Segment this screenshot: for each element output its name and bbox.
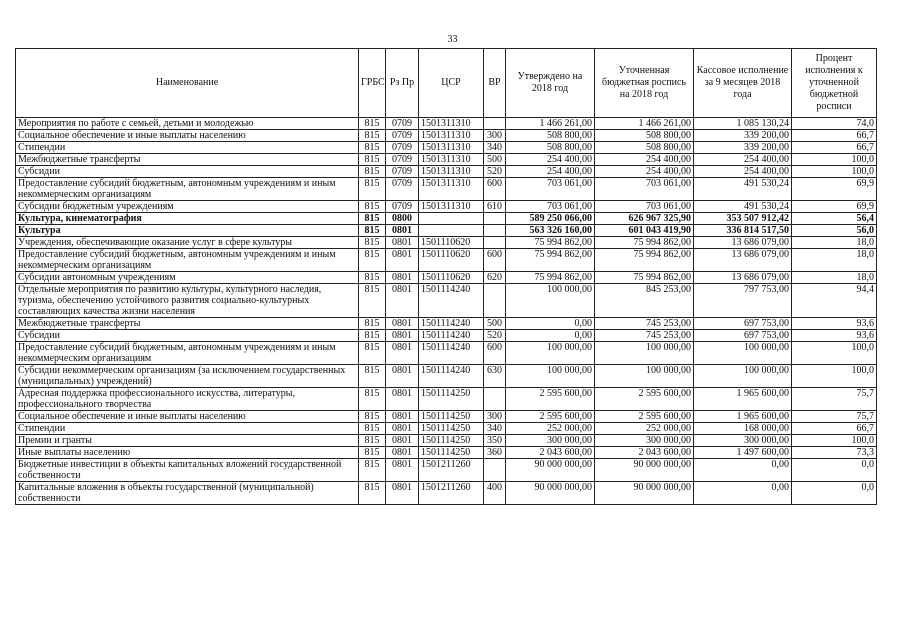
cell-rzpr: 0801: [386, 225, 419, 237]
cell-refined: 100 000,00: [595, 365, 694, 388]
table-header-row: [16, 49, 877, 118]
table-row: [16, 459, 877, 482]
cell-name: Отдельные мероприятия по развитию культуры, культурного наследия, туризма, обеспечению устойчивого развития социально-культурных составляющих качества жизни населения: [16, 284, 359, 318]
cell-cash: 254 400,00: [694, 154, 792, 166]
table-row: [16, 342, 877, 365]
cell-grbs: 815: [359, 201, 386, 213]
cell-approved: 703 061,00: [506, 178, 595, 201]
cell-approved: 100 000,00: [506, 342, 595, 365]
cell-refined: 100 000,00: [595, 342, 694, 365]
table-row: [16, 213, 877, 225]
cell-name: Предоставление субсидий бюджетным, автономным учреждениям и иным некоммерческим организациям: [16, 178, 359, 201]
cell-rzpr: 0801: [386, 284, 419, 318]
cell-name: Социальное обеспечение и иные выплаты населению: [16, 411, 359, 423]
cell-percent: 69,9: [792, 201, 877, 213]
cell-rzpr: 0801: [386, 365, 419, 388]
cell-csr: 1501211260: [419, 482, 484, 505]
cell-percent: 100,0: [792, 435, 877, 447]
cell-name: Межбюджетные трансферты: [16, 318, 359, 330]
cell-refined: 2 595 600,00: [595, 388, 694, 411]
cell-approved: 75 994 862,00: [506, 249, 595, 272]
header-rzpr: Рз Пр: [386, 49, 419, 118]
cell-refined: 90 000 000,00: [595, 459, 694, 482]
cell-approved: 100 000,00: [506, 284, 595, 318]
cell-approved: 252 000,00: [506, 423, 595, 435]
cell-name: Адресная поддержка профессионального искусства, литературы, профессионального творчества: [16, 388, 359, 411]
cell-vr: 600: [484, 178, 506, 201]
cell-refined: 254 400,00: [595, 154, 694, 166]
cell-percent: 18,0: [792, 249, 877, 272]
cell-cash: 1 965 600,00: [694, 388, 792, 411]
header-name: Наименование: [16, 49, 359, 118]
cell-vr: 500: [484, 318, 506, 330]
cell-approved: 0,00: [506, 330, 595, 342]
cell-cash: 100 000,00: [694, 365, 792, 388]
cell-refined: 2 043 600,00: [595, 447, 694, 459]
cell-refined: 2 595 600,00: [595, 411, 694, 423]
cell-grbs: 815: [359, 249, 386, 272]
table-row: [16, 330, 877, 342]
cell-vr: 520: [484, 166, 506, 178]
cell-refined: 508 800,00: [595, 142, 694, 154]
cell-name: Субсидии бюджетным учреждениям: [16, 201, 359, 213]
cell-csr: 1501311310: [419, 166, 484, 178]
cell-csr: 1501114240: [419, 318, 484, 330]
cell-cash: 339 200,00: [694, 142, 792, 154]
cell-grbs: 815: [359, 237, 386, 249]
table-row: [16, 249, 877, 272]
table-row: [16, 154, 877, 166]
cell-cash: 300 000,00: [694, 435, 792, 447]
cell-cash: 697 753,00: [694, 318, 792, 330]
cell-grbs: 815: [359, 365, 386, 388]
table-row: [16, 284, 877, 318]
cell-refined: 75 994 862,00: [595, 249, 694, 272]
cell-approved: 1 466 261,00: [506, 118, 595, 130]
cell-grbs: 815: [359, 330, 386, 342]
table-row: [16, 423, 877, 435]
cell-rzpr: 0801: [386, 423, 419, 435]
cell-name: Учреждения, обеспечивающие оказание услуг в сфере культуры: [16, 237, 359, 249]
cell-rzpr: 0801: [386, 411, 419, 423]
cell-rzpr: 0801: [386, 388, 419, 411]
cell-rzpr: 0709: [386, 201, 419, 213]
header-refined: Уточненная бюджетная роспись на 2018 год: [595, 49, 694, 118]
table-row: [16, 130, 877, 142]
cell-rzpr: 0709: [386, 142, 419, 154]
cell-vr: [484, 459, 506, 482]
cell-approved: 563 326 160,00: [506, 225, 595, 237]
table-row: [16, 388, 877, 411]
cell-percent: 56,4: [792, 213, 877, 225]
cell-vr: 600: [484, 249, 506, 272]
cell-percent: 93,6: [792, 330, 877, 342]
cell-approved: 100 000,00: [506, 365, 595, 388]
cell-name: Культура, кинематография: [16, 213, 359, 225]
cell-approved: 2 595 600,00: [506, 388, 595, 411]
cell-csr: 1501311310: [419, 178, 484, 201]
cell-grbs: 815: [359, 318, 386, 330]
cell-csr: 1501311310: [419, 118, 484, 130]
cell-vr: 620: [484, 272, 506, 284]
cell-vr: 400: [484, 482, 506, 505]
cell-approved: 2 043 600,00: [506, 447, 595, 459]
cell-percent: 100,0: [792, 154, 877, 166]
cell-grbs: 815: [359, 225, 386, 237]
cell-approved: 75 994 862,00: [506, 272, 595, 284]
cell-refined: 745 253,00: [595, 318, 694, 330]
cell-percent: 100,0: [792, 365, 877, 388]
cell-rzpr: 0801: [386, 342, 419, 365]
header-percent: Процент исполнения к уточненной бюджетной росписи: [792, 49, 877, 118]
cell-cash: 697 753,00: [694, 330, 792, 342]
cell-csr: 1501311310: [419, 142, 484, 154]
cell-csr: 1501211260: [419, 459, 484, 482]
table-row: [16, 201, 877, 213]
cell-refined: 601 043 419,90: [595, 225, 694, 237]
cell-rzpr: 0801: [386, 330, 419, 342]
cell-rzpr: 0800: [386, 213, 419, 225]
cell-name: Предоставление субсидий бюджетным, автономным учреждениям и иным некоммерческим организациям: [16, 249, 359, 272]
cell-approved: 589 250 066,00: [506, 213, 595, 225]
cell-cash: 491 530,24: [694, 201, 792, 213]
cell-rzpr: 0801: [386, 272, 419, 284]
header-csr: ЦСР: [419, 49, 484, 118]
table-row: [16, 237, 877, 249]
cell-rzpr: 0801: [386, 447, 419, 459]
table-row: [16, 142, 877, 154]
cell-rzpr: 0709: [386, 118, 419, 130]
cell-cash: 491 530,24: [694, 178, 792, 201]
cell-grbs: 815: [359, 272, 386, 284]
cell-csr: [419, 213, 484, 225]
cell-approved: 300 000,00: [506, 435, 595, 447]
cell-csr: 1501114240: [419, 330, 484, 342]
budget-execution-table: [15, 48, 877, 505]
header-vr: ВР: [484, 49, 506, 118]
cell-percent: 66,7: [792, 130, 877, 142]
cell-name: Межбюджетные трансферты: [16, 154, 359, 166]
cell-rzpr: 0801: [386, 237, 419, 249]
cell-refined: 626 967 325,90: [595, 213, 694, 225]
cell-refined: 90 000 000,00: [595, 482, 694, 505]
cell-cash: 353 507 912,42: [694, 213, 792, 225]
table-row: [16, 365, 877, 388]
cell-percent: 93,6: [792, 318, 877, 330]
cell-grbs: 815: [359, 142, 386, 154]
cell-grbs: 815: [359, 342, 386, 365]
cell-percent: 74,0: [792, 118, 877, 130]
cell-csr: 1501114240: [419, 365, 484, 388]
cell-refined: 845 253,00: [595, 284, 694, 318]
table-row: [16, 178, 877, 201]
cell-approved: 508 800,00: [506, 130, 595, 142]
cell-vr: [484, 237, 506, 249]
cell-cash: 0,00: [694, 459, 792, 482]
cell-vr: [484, 225, 506, 237]
cell-cash: 13 686 079,00: [694, 249, 792, 272]
cell-percent: 100,0: [792, 342, 877, 365]
table-row: [16, 272, 877, 284]
cell-name: Культура: [16, 225, 359, 237]
cell-vr: 500: [484, 154, 506, 166]
table-row: [16, 166, 877, 178]
cell-name: Субсидии некоммерческим организациям (за исключением государственных (муниципальных) учреждений): [16, 365, 359, 388]
cell-refined: 75 994 862,00: [595, 237, 694, 249]
cell-cash: 254 400,00: [694, 166, 792, 178]
cell-name: Субсидии: [16, 330, 359, 342]
cell-rzpr: 0709: [386, 178, 419, 201]
table-row: [16, 411, 877, 423]
cell-approved: 0,00: [506, 318, 595, 330]
cell-approved: 254 400,00: [506, 154, 595, 166]
cell-csr: 1501114250: [419, 411, 484, 423]
cell-csr: 1501114250: [419, 388, 484, 411]
cell-rzpr: 0801: [386, 482, 419, 505]
cell-refined: 252 000,00: [595, 423, 694, 435]
cell-grbs: 815: [359, 213, 386, 225]
cell-name: Субсидии: [16, 166, 359, 178]
cell-csr: 1501311310: [419, 201, 484, 213]
cell-grbs: 815: [359, 118, 386, 130]
cell-vr: 300: [484, 411, 506, 423]
cell-name: Бюджетные инвестиции в объекты капитальных вложений государственной собственности: [16, 459, 359, 482]
cell-rzpr: 0709: [386, 154, 419, 166]
cell-cash: 100 000,00: [694, 342, 792, 365]
cell-grbs: 815: [359, 154, 386, 166]
cell-approved: 90 000 000,00: [506, 459, 595, 482]
cell-refined: 254 400,00: [595, 166, 694, 178]
cell-vr: [484, 213, 506, 225]
table-row: [16, 435, 877, 447]
cell-cash: 339 200,00: [694, 130, 792, 142]
cell-grbs: 815: [359, 411, 386, 423]
cell-percent: 75,7: [792, 388, 877, 411]
cell-grbs: 815: [359, 482, 386, 505]
cell-rzpr: 0801: [386, 318, 419, 330]
cell-approved: 254 400,00: [506, 166, 595, 178]
cell-grbs: 815: [359, 447, 386, 459]
cell-vr: 520: [484, 330, 506, 342]
cell-cash: 1 965 600,00: [694, 411, 792, 423]
cell-cash: 13 686 079,00: [694, 272, 792, 284]
cell-name: Премии и гранты: [16, 435, 359, 447]
cell-csr: [419, 225, 484, 237]
cell-csr: 1501114250: [419, 435, 484, 447]
header-approved: Утверждено на 2018 год: [506, 49, 595, 118]
cell-percent: 18,0: [792, 237, 877, 249]
cell-refined: 703 061,00: [595, 201, 694, 213]
page-number: 33: [447, 34, 458, 45]
table-row: [16, 318, 877, 330]
cell-csr: 1501114250: [419, 423, 484, 435]
cell-refined: 703 061,00: [595, 178, 694, 201]
cell-rzpr: 0801: [386, 435, 419, 447]
cell-percent: 94,4: [792, 284, 877, 318]
cell-refined: 75 994 862,00: [595, 272, 694, 284]
cell-csr: 1501311310: [419, 130, 484, 142]
cell-grbs: 815: [359, 130, 386, 142]
cell-percent: 18,0: [792, 272, 877, 284]
table-row: [16, 118, 877, 130]
cell-grbs: 815: [359, 459, 386, 482]
cell-csr: 1501114250: [419, 447, 484, 459]
cell-cash: 336 814 517,50: [694, 225, 792, 237]
cell-grbs: 815: [359, 178, 386, 201]
table-row: [16, 225, 877, 237]
cell-vr: 300: [484, 130, 506, 142]
cell-percent: 66,7: [792, 423, 877, 435]
cell-approved: 90 000 000,00: [506, 482, 595, 505]
cell-vr: [484, 118, 506, 130]
cell-grbs: 815: [359, 284, 386, 318]
cell-cash: 797 753,00: [694, 284, 792, 318]
cell-refined: 300 000,00: [595, 435, 694, 447]
cell-csr: 1501110620: [419, 237, 484, 249]
cell-cash: 0,00: [694, 482, 792, 505]
cell-cash: 13 686 079,00: [694, 237, 792, 249]
cell-name: Мероприятия по работе с семьей, детьми и молодежью: [16, 118, 359, 130]
cell-refined: 1 466 261,00: [595, 118, 694, 130]
cell-cash: 1 497 600,00: [694, 447, 792, 459]
cell-percent: 75,7: [792, 411, 877, 423]
table-row: [16, 447, 877, 459]
cell-csr: 1501114240: [419, 342, 484, 365]
header-cash: Кассовое исполнение за 9 месяцев 2018 года: [694, 49, 792, 118]
cell-percent: 0,0: [792, 482, 877, 505]
cell-vr: 600: [484, 342, 506, 365]
cell-vr: 610: [484, 201, 506, 213]
cell-vr: 360: [484, 447, 506, 459]
cell-percent: 69,9: [792, 178, 877, 201]
cell-approved: 508 800,00: [506, 142, 595, 154]
cell-vr: 340: [484, 423, 506, 435]
cell-csr: 1501110620: [419, 272, 484, 284]
cell-name: Предоставление субсидий бюджетным, автономным учреждениям и иным некоммерческим организациям: [16, 342, 359, 365]
cell-rzpr: 0709: [386, 166, 419, 178]
cell-cash: 168 000,00: [694, 423, 792, 435]
cell-grbs: 815: [359, 423, 386, 435]
cell-approved: 75 994 862,00: [506, 237, 595, 249]
cell-approved: 703 061,00: [506, 201, 595, 213]
cell-vr: 340: [484, 142, 506, 154]
cell-name: Стипендии: [16, 142, 359, 154]
cell-csr: 1501311310: [419, 154, 484, 166]
header-grbs: ГРБС: [359, 49, 386, 118]
cell-rzpr: 0709: [386, 130, 419, 142]
cell-rzpr: 0801: [386, 459, 419, 482]
cell-approved: 2 595 600,00: [506, 411, 595, 423]
cell-percent: 66,7: [792, 142, 877, 154]
cell-name: Стипендии: [16, 423, 359, 435]
table-row: [16, 482, 877, 505]
cell-vr: [484, 388, 506, 411]
cell-name: Социальное обеспечение и иные выплаты населению: [16, 130, 359, 142]
cell-csr: 1501110620: [419, 249, 484, 272]
cell-percent: 56,0: [792, 225, 877, 237]
cell-grbs: 815: [359, 166, 386, 178]
cell-name: Капитальные вложения в объекты государственной (муниципальной) собственности: [16, 482, 359, 505]
cell-vr: 630: [484, 365, 506, 388]
cell-name: Субсидии автономным учреждениям: [16, 272, 359, 284]
cell-rzpr: 0801: [386, 249, 419, 272]
cell-grbs: 815: [359, 388, 386, 411]
cell-vr: 350: [484, 435, 506, 447]
cell-percent: 0,0: [792, 459, 877, 482]
cell-percent: 100,0: [792, 166, 877, 178]
cell-name: Иные выплаты населению: [16, 447, 359, 459]
cell-refined: 745 253,00: [595, 330, 694, 342]
cell-cash: 1 085 130,24: [694, 118, 792, 130]
cell-grbs: 815: [359, 435, 386, 447]
cell-vr: [484, 284, 506, 318]
cell-percent: 73,3: [792, 447, 877, 459]
cell-refined: 508 800,00: [595, 130, 694, 142]
cell-csr: 1501114240: [419, 284, 484, 318]
